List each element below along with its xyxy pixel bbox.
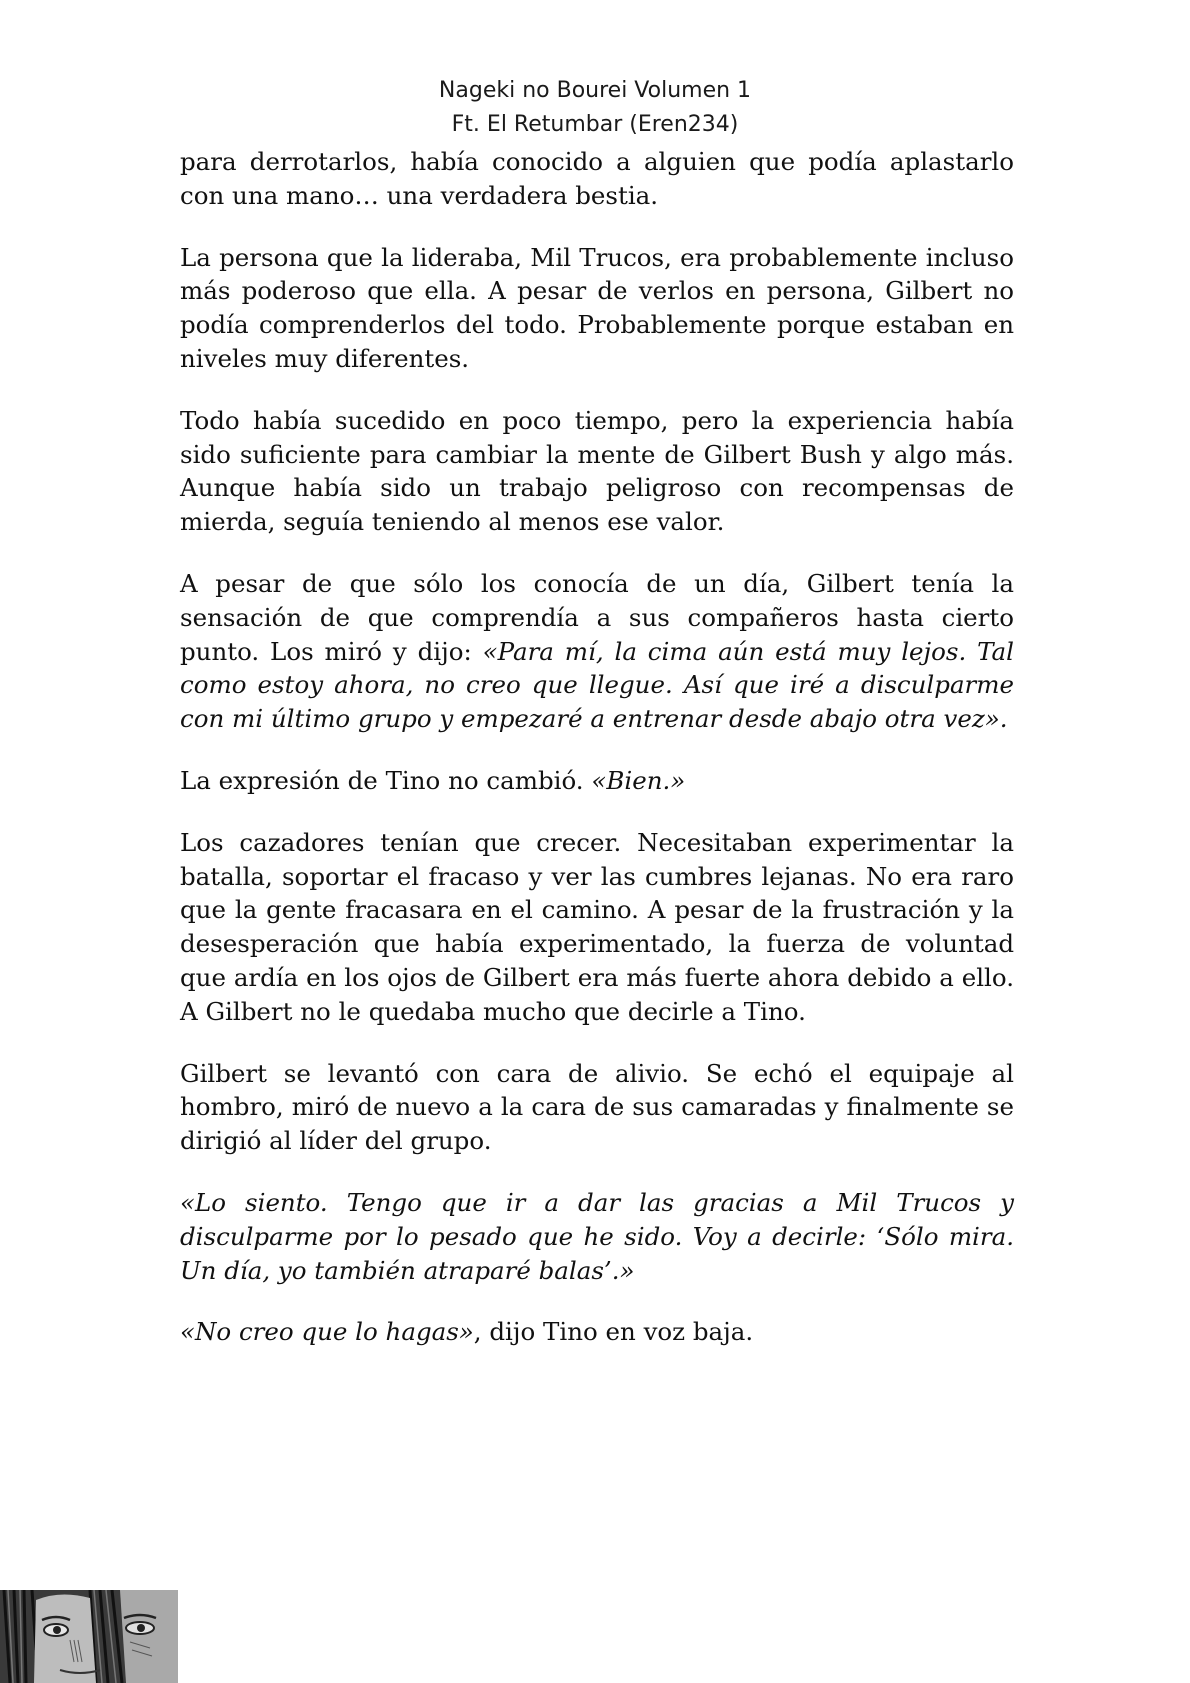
paragraph-1: para derrotarlos, había conocido a alguien que podía aplastarlo con una mano… una verdadera bestia. <box>180 147 1014 210</box>
dialogue-quote: «Para mí, la cima aún está muy lejos. Tal como estoy ahora, no creo que llegue. Así que iré a disculparme con mi último grupo y empezaré a entrenar desde abajo otra vez». <box>180 636 1014 734</box>
page-header <box>0 74 1190 142</box>
paragraph-8 <box>180 1186 1014 1287</box>
header-title: Nageki no Bourei Volumen 1 <box>438 78 752 103</box>
paragraph-3: Todo había sucedido en poco tiempo, pero la experiencia había sido suficiente para cambiar la mente de Gilbert Bush y algo más. Aunque había sido un trabajo peligroso con recompensas de mierda, seguía teniendo al menos ese valor. <box>180 405 1014 537</box>
paragraph-7: Gilbert se levantó con cara de alivio. Se echó el equipaje al hombro, miró de nuevo a la cara de sus camaradas y finalmente se dirigió al líder del grupo. <box>180 1058 1014 1156</box>
dialogue-quote: «No creo que lo hagas» <box>180 1317 474 1347</box>
dialogue-quote: «Bien.» <box>591 765 686 795</box>
face-illustration-icon <box>0 1590 178 1683</box>
manga-face-logo <box>0 1590 178 1683</box>
paragraph-9: «No creo que lo hagas», dijo Tino en voz baja. <box>180 1317 754 1347</box>
paragraph-4: A pesar de que sólo los conocía de un día, Gilbert tenía la sensación de que comprendía a sus compañeros hasta cierto punto. Los miró y dijo: «Para mí, la cima aún está muy lejos. Tal como estoy ahora, no creo que llegue. Así que iré a disculparme con mi último grupo y empezaré a entrenar desde abajo otra vez». <box>180 568 1014 734</box>
dialogue-quote: «Lo siento. Tengo que ir a dar las gracias a Mil Trucos y disculparme por lo pesado que he sido. Voy a decirle: ‘Sólo mira. Un día, yo también atraparé balas’.» <box>180 1187 1014 1285</box>
paragraph-6: Los cazadores tenían que crecer. Necesitaban experimentar la batalla, soportar el fracaso y ver las cumbres lejanas. No era raro que la gente fracasara en el camino. A pesar de la frustración y la desesperación que había experimentado, la fuerza de voluntad que ardía en los ojos de Gilbert era más fuerte ahora debido a ello. A Gilbert no le quedaba mucho que decirle a Tino. <box>180 827 1014 1026</box>
body-text <box>180 145 1014 1349</box>
header-credit: Ft. El Retumbar (Eren234) <box>451 112 739 137</box>
paragraph-5: La expresión de Tino no cambió. «Bien.» <box>180 765 686 795</box>
paragraph-2: La persona que la lideraba, Mil Trucos, era probablemente incluso más poderoso que ella. A pesar de verlos en persona, Gilbert no podía comprenderlos del todo. Probablemente porque estaban en niveles muy diferentes. <box>180 242 1014 373</box>
